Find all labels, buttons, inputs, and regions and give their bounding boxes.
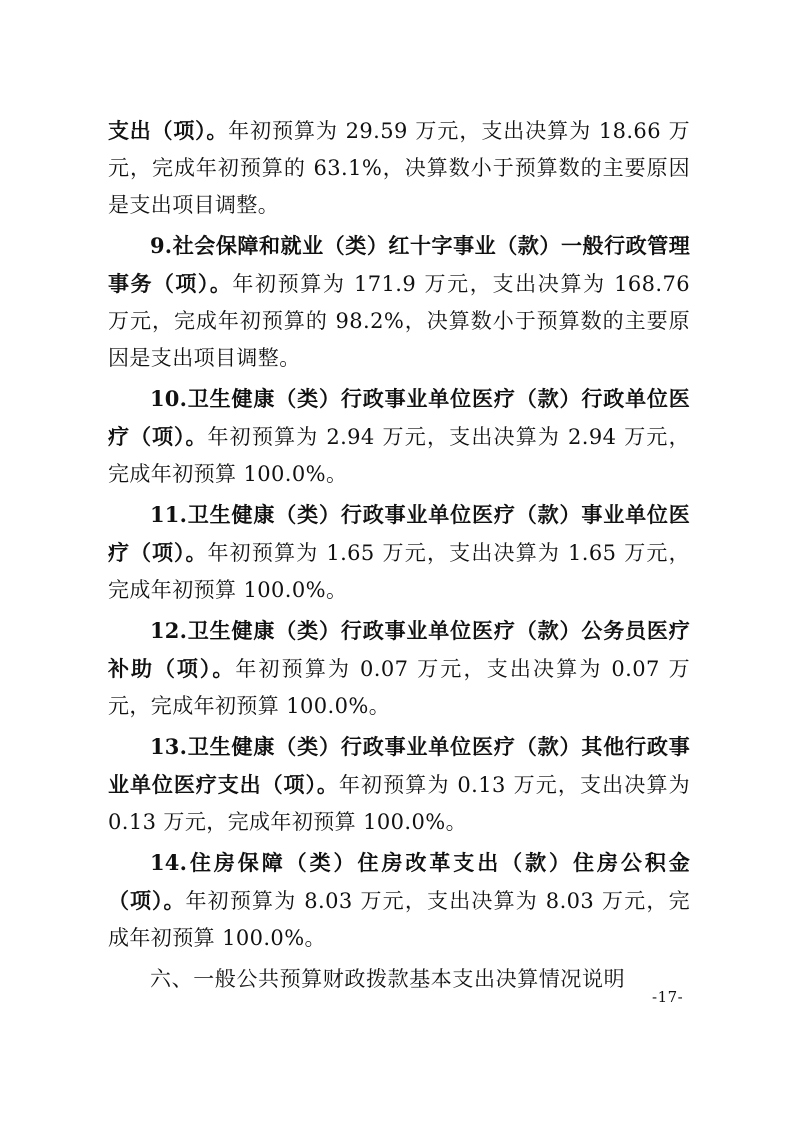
paragraph-heading: 9.社会保障和就业（类）红十字事业（款）一般行政管理事务（项）。 (108, 233, 690, 296)
page-number: -17- (652, 988, 684, 1006)
paragraph-heading: 12.卫生健康（类）行政事业单位医疗（款）公务员医疗补助（项）。 (108, 618, 690, 681)
paragraph-13 (108, 728, 690, 841)
paragraph-12 (108, 612, 690, 725)
paragraph-14 (108, 844, 690, 957)
paragraph-body: 年初预算为 2.94 万元，支出决算为 2.94 万元，完成年初预算 100.0%。 (108, 425, 691, 486)
paragraph-heading: 11.卫生健康（类）行政事业单位医疗（款）事业单位医疗（项）。 (108, 502, 690, 565)
paragraph-body: 年初预算为 171.9 万元，支出决算为 168.76 万元，完成年初预算的 98.2%，决算数小于预算数的主要原因是支出项目调整。 (108, 272, 690, 370)
section-title: 六、一般公共预算财政拨款基本支出决算情况说明 (150, 967, 626, 991)
paragraph-11 (108, 496, 690, 609)
paragraph-body: 年初预算为 1.65 万元，支出决算为 1.65 万元，完成年初预算 100.0%。 (108, 541, 691, 602)
paragraph-body: 年初预算为 0.13 万元，支出决算为 0.13 万元，完成年初预算 100.0%。 (108, 773, 690, 834)
paragraph-10 (108, 380, 690, 493)
paragraph-heading: 13.卫生健康（类）行政事业单位医疗（款）其他行政事业单位医疗支出（项）。 (108, 734, 690, 797)
document-page (108, 112, 690, 998)
paragraph-body: 年初预算为 0.07 万元，支出决算为 0.07 万元，完成年初预算 100.0%。 (108, 657, 690, 718)
paragraph-heading: 14.住房保障（类）住房改革支出（款）住房公积金（项）。 (108, 850, 690, 913)
paragraph-9 (108, 227, 690, 377)
paragraph-body: 年初预算为 29.59 万元，支出决算为 18.66 万元，完成年初预算的 63.1%，决算数小于预算数的主要原因是支出项目调整。 (108, 119, 691, 217)
paragraph-heading: 支出（项）。 (108, 118, 229, 143)
paragraph-8-continuation (108, 112, 690, 224)
paragraph-heading: 10.卫生健康（类）行政事业单位医疗（款）行政单位医疗（项）。 (108, 386, 690, 449)
paragraph-body: 年初预算为 8.03 万元，支出决算为 8.03 万元，完成年初预算 100.0%。 (108, 889, 690, 950)
